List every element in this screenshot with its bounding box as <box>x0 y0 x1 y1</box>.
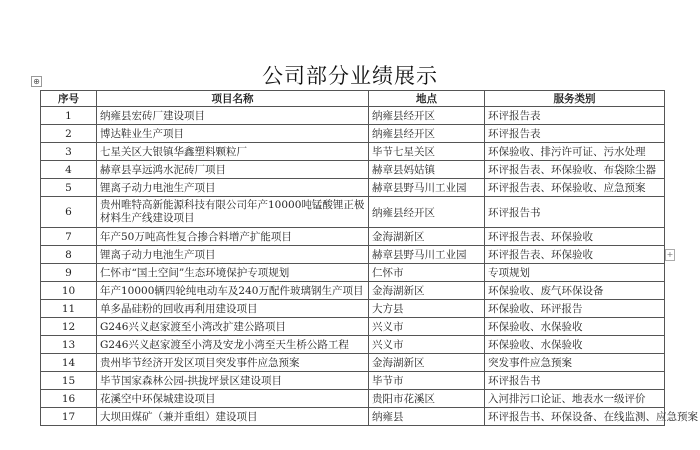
cell-location: 纳雍县 <box>369 408 485 426</box>
cell-no: 3 <box>41 143 97 161</box>
cell-no: 10 <box>41 282 97 300</box>
cell-service-type: 环保验收、排污许可证、污水处理 <box>485 143 665 161</box>
table-row <box>41 125 665 143</box>
table-row <box>41 372 665 390</box>
cell-service-type: 环保验收、水保验收 <box>485 336 665 354</box>
cell-location: 金海湖新区 <box>369 354 485 372</box>
table-row <box>41 336 665 354</box>
cell-no: 7 <box>41 228 97 246</box>
header-project-name: 项目名称 <box>97 91 369 107</box>
cell-location: 纳雍县经开区 <box>369 125 485 143</box>
cell-project-name: G246兴义赵家渡至小湾改扩建公路项目 <box>97 318 369 336</box>
header-no: 序号 <box>41 91 97 107</box>
cell-service-type: 专项规划 <box>485 264 665 282</box>
table-row <box>41 179 665 197</box>
cell-location: 大方县 <box>369 300 485 318</box>
cell-project-name: 贵州唯特高新能源科技有限公司年产10000吨锰酸锂正极材料生产线建设项目 <box>97 197 369 228</box>
cell-no: 13 <box>41 336 97 354</box>
performance-table <box>40 90 698 426</box>
cell-project-name: 纳雍县宏砖厂建设项目 <box>97 107 369 125</box>
cell-project-name: 锂离子动力电池生产项目 <box>97 246 369 264</box>
cell-project-name: 仁怀市“国土空间”生态环境保护专项规划 <box>97 264 369 282</box>
cell-no: 5 <box>41 179 97 197</box>
cell-project-name: G246兴义赵家渡至小湾及安龙小湾至天生桥公路工程 <box>97 336 369 354</box>
cell-service-type: 环评报告书 <box>485 372 665 390</box>
header-location: 地点 <box>369 91 485 107</box>
cell-project-name: 贵州毕节经济开发区项目突发事件应急预案 <box>97 354 369 372</box>
table-row <box>41 390 665 408</box>
table-row <box>41 408 665 426</box>
cell-service-type: 环评报告书 <box>485 197 665 228</box>
cell-no: 14 <box>41 354 97 372</box>
cell-no: 2 <box>41 125 97 143</box>
cell-location: 纳雍县经开区 <box>369 197 485 228</box>
cell-project-name: 赫章县享远鸿水泥砖厂项目 <box>97 161 369 179</box>
cell-no: 1 <box>41 107 97 125</box>
table-row <box>41 264 665 282</box>
table-header-row <box>41 91 665 107</box>
cell-no: 9 <box>41 264 97 282</box>
table-row <box>41 143 665 161</box>
cell-project-name: 年产50万吨高性复合掺合料增产扩能项目 <box>97 228 369 246</box>
cell-location: 兴义市 <box>369 318 485 336</box>
table-resize-handle-icon[interactable]: + <box>666 250 674 259</box>
table-row <box>41 197 665 228</box>
cell-service-type: 环保验收、环评报告 <box>485 300 665 318</box>
header-service-type: 服务类别 <box>485 91 665 107</box>
cell-project-name: 年产10000辆四轮纯电动车及240万配件玻璃钢生产项目 <box>97 282 369 300</box>
cell-project-name: 七星关区大银镇华鑫塑料颗粒厂 <box>97 143 369 161</box>
cell-location: 仁怀市 <box>369 264 485 282</box>
cell-location: 赫章县野马川工业园 <box>369 179 485 197</box>
cell-location: 赫章县妈姑镇 <box>369 161 485 179</box>
table-move-handle-icon[interactable]: ⊕ <box>31 76 42 87</box>
cell-no: 15 <box>41 372 97 390</box>
table-row <box>41 282 665 300</box>
cell-service-type: 环评报告书、环保设备、在线监测、应急预案 <box>485 408 665 426</box>
table-row <box>41 354 665 372</box>
cell-no: 6 <box>41 197 97 228</box>
cell-no: 16 <box>41 390 97 408</box>
cell-location: 贵阳市花溪区 <box>369 390 485 408</box>
cell-location: 金海湖新区 <box>369 228 485 246</box>
table-row <box>41 300 665 318</box>
cell-no: 11 <box>41 300 97 318</box>
page-title: 公司部分业绩展示 <box>262 64 438 88</box>
cell-location: 赫章县野马川工业园 <box>369 246 485 264</box>
cell-project-name: 单多晶硅粉的回收再利用建设项目 <box>97 300 369 318</box>
cell-service-type: 环评报告表、环保验收 <box>485 246 665 264</box>
cell-location: 纳雍县经开区 <box>369 107 485 125</box>
cell-service-type: 环评报告表 <box>485 125 665 143</box>
cell-no: 17 <box>41 408 97 426</box>
table-row <box>41 161 665 179</box>
cell-project-name: 花溪空中环保城建设项目 <box>97 390 369 408</box>
table-row <box>41 228 665 246</box>
cell-project-name: 博达鞋业生产项目 <box>97 125 369 143</box>
cell-service-type: 环保验收、水保验收 <box>485 318 665 336</box>
cell-no: 8 <box>41 246 97 264</box>
cell-project-name: 毕节国家森林公园-拱拢坪景区建设项目 <box>97 372 369 390</box>
cell-no: 4 <box>41 161 97 179</box>
cell-project-name: 锂离子动力电池生产项目 <box>97 179 369 197</box>
cell-service-type: 环评报告表、环保验收、应急预案 <box>485 179 665 197</box>
table-row <box>41 107 665 125</box>
cell-service-type: 突发事件应急预案 <box>485 354 665 372</box>
cell-location: 毕节七星关区 <box>369 143 485 161</box>
table-row <box>41 246 665 264</box>
cell-service-type: 环评报告表 <box>485 107 665 125</box>
cell-location: 毕节市 <box>369 372 485 390</box>
cell-service-type: 环保验收、废气环保设备 <box>485 282 665 300</box>
cell-service-type: 入河排污口论证、地表水一级评价 <box>485 390 665 408</box>
cell-location: 兴义市 <box>369 336 485 354</box>
cell-service-type: 环评报告表、环保验收、布袋除尘器 <box>485 161 665 179</box>
cell-location: 金海湖新区 <box>369 282 485 300</box>
cell-service-type: 环评报告表、环保验收 <box>485 228 665 246</box>
table-row <box>41 318 665 336</box>
cell-no: 12 <box>41 318 97 336</box>
cell-project-name: 大坝田煤矿（兼并重组）建设项目 <box>97 408 369 426</box>
